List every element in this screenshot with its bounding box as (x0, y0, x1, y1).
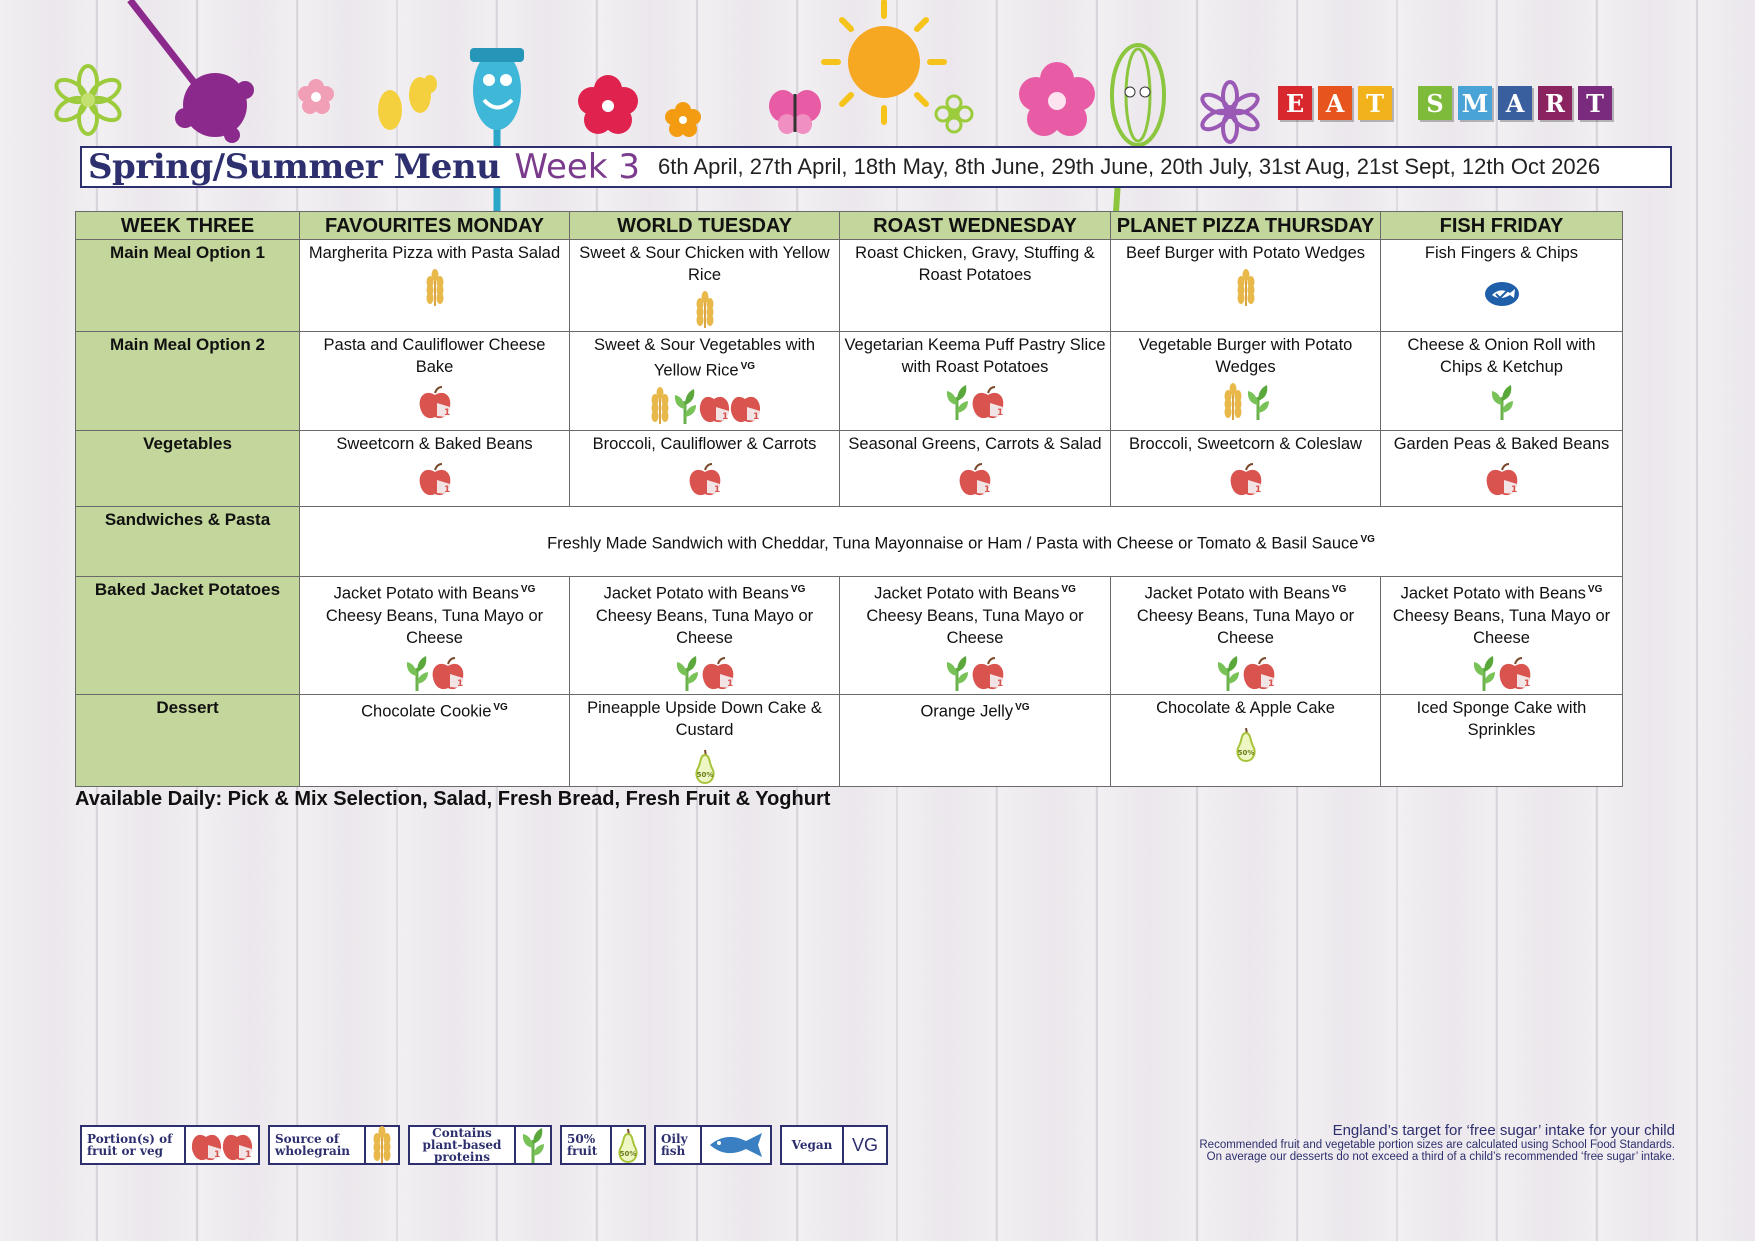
menu-cell (1111, 694, 1381, 786)
nutrition-icons (304, 267, 565, 307)
vegan-mark: VG (790, 584, 806, 595)
svg-text:1: 1 (721, 411, 728, 422)
dish-name: Freshly Made Sandwich with Cheddar, Tuna Mayonnaise or Ham / Pasta with Cheese or Tomato & Basil Sauce (547, 534, 1359, 553)
dish-name: Vegetarian Keema Puff Pastry Slice with Roast Potatoes (844, 336, 1106, 376)
title-bar (80, 146, 1672, 188)
svg-text:1: 1 (997, 408, 1004, 418)
menu-cell (1111, 240, 1381, 332)
legend-fruit50 (560, 1125, 646, 1165)
column-header: WORLD TUESDAY (570, 212, 840, 240)
svg-text:1: 1 (726, 678, 733, 689)
dish-name: Chocolate & Apple Cake (1156, 698, 1335, 717)
nutrition-icons (844, 458, 1106, 498)
wholegrain-icon (693, 291, 717, 329)
protein-icon (1245, 383, 1271, 421)
wholegrain-icon (648, 387, 672, 425)
legend-label: Contains plant-based proteins (422, 1126, 502, 1164)
menu-cell (570, 431, 840, 507)
nutrition-icons (844, 652, 1106, 692)
nutrition-icons (1385, 458, 1618, 498)
menu-cell (840, 431, 1111, 507)
menu-cell (570, 694, 840, 786)
legend-label: Portion(s) of fruit or veg (87, 1132, 173, 1158)
svg-text:50%: 50% (1237, 748, 1254, 757)
dish-options: Cheesy Beans, Tuna Mayo or Cheese (866, 606, 1084, 647)
fruit50-icon (1234, 726, 1258, 762)
row-label: Main Meal Option 1 (76, 240, 300, 332)
row-label: Vegetables (76, 431, 300, 507)
dish-name: Vegetable Burger with Potato Wedges (1138, 336, 1353, 376)
menu-dates: 6th April, 27th April, 18th May, 8th June, 29th June, 20th July, 31st Aug, 21st Sept, 12th Oct 2026 (657, 154, 1601, 179)
protein-icon (944, 383, 970, 421)
vegan-mark: VG (842, 1127, 886, 1163)
dish-name: Sweetcorn & Baked Beans (336, 435, 533, 453)
nutrition-icons (304, 381, 565, 421)
protein-icon (404, 654, 430, 692)
nutrition-icons (1115, 722, 1376, 762)
dish-name: Jacket Potato with Beans (603, 584, 789, 603)
svg-text:1: 1 (456, 678, 463, 689)
dish-name: Jacket Potato with Beans (1400, 584, 1586, 603)
menu-cell (840, 694, 1111, 786)
fruitveg1-icon (1241, 656, 1277, 692)
svg-text:1: 1 (997, 678, 1004, 689)
vegan-mark: VG (493, 701, 508, 713)
row-label: Baked Jacket Potatoes (76, 577, 300, 695)
menu-cell (1381, 431, 1623, 507)
wholegrain-icon (423, 269, 447, 307)
dish-name: Jacket Potato with Beans (333, 584, 519, 603)
svg-text:1: 1 (214, 1150, 221, 1160)
fruitveg1-icon (417, 462, 453, 498)
menu-row (76, 431, 1623, 507)
menu-row (76, 332, 1623, 431)
nutrition-icons (574, 458, 835, 498)
vegan-mark: VG (1587, 584, 1603, 595)
vegan-mark: VG (1360, 533, 1375, 545)
menu-cell (570, 240, 840, 332)
fruit50-icon (610, 1127, 644, 1163)
menu-cell (1111, 332, 1381, 431)
menu-cell (570, 332, 840, 431)
nutrition-icons (304, 458, 565, 498)
protein-icon (944, 654, 970, 692)
legend-label: Source of wholegrain (275, 1132, 351, 1158)
nutrition-icons (304, 652, 565, 692)
menu-cell (1381, 577, 1623, 695)
nutrition-icons (574, 385, 835, 425)
svg-text:50%: 50% (619, 1150, 637, 1158)
legend-wholegrain (268, 1125, 400, 1165)
menu-row (76, 694, 1623, 786)
menu-cell (840, 332, 1111, 431)
nutrition-icons (1115, 381, 1376, 421)
svg-text:1: 1 (245, 1150, 252, 1160)
column-header: FAVOURITES MONDAY (300, 212, 570, 240)
nutrition-icons (1385, 381, 1618, 421)
protein-icon (514, 1127, 550, 1163)
nutrition-icons (1385, 652, 1618, 692)
menu-cell (1381, 240, 1623, 332)
nutrition-icons (1385, 267, 1618, 307)
dish-name: Seasonal Greens, Carrots & Salad (848, 435, 1102, 453)
column-header: PLANET PIZZA THURSDAY (1111, 212, 1381, 240)
menu-row (76, 577, 1623, 695)
protein-icon (1215, 654, 1241, 692)
dish-name: Chocolate Cookie (361, 702, 492, 720)
protein-icon (1489, 383, 1515, 421)
legend-fruitveg (80, 1125, 260, 1165)
menu-cell (570, 577, 840, 695)
nutrition-icons (1115, 652, 1376, 692)
menu-cell (1111, 431, 1381, 507)
column-header: ROAST WEDNESDAY (840, 212, 1111, 240)
nutrition-icons (844, 381, 1106, 421)
dish-name: Jacket Potato with Beans (874, 584, 1060, 603)
menu-table (75, 211, 1623, 787)
menu-cell (300, 240, 570, 332)
svg-text:1: 1 (1267, 678, 1274, 689)
dish-options: Cheesy Beans, Tuna Mayo or Cheese (1392, 606, 1611, 647)
column-header: FISH FRIDAY (1381, 212, 1623, 240)
wholegrain-icon (1234, 269, 1258, 307)
vegan-mark: VG (1331, 584, 1347, 595)
nutrition-icons (574, 744, 835, 784)
dish-name: Broccoli, Cauliflower & Carrots (592, 435, 817, 453)
fish-icon (700, 1127, 770, 1163)
dish-name: Garden Peas & Baked Beans (1393, 435, 1610, 453)
vegan-mark: VG (520, 584, 536, 595)
nutrition-icons (1115, 458, 1376, 498)
eat-smart-logo (1278, 86, 1612, 120)
column-header: WEEK THREE (76, 212, 300, 240)
svg-text:1: 1 (443, 408, 450, 418)
fruitveg2-icon (698, 389, 762, 425)
logo-letter: E (1278, 86, 1312, 120)
protein-icon (674, 654, 700, 692)
header-row (76, 212, 1623, 240)
dish-name: Sweet & Sour Vegetables with Yellow Rice (593, 336, 816, 380)
menu-row (76, 507, 1623, 577)
svg-text:1: 1 (1254, 485, 1261, 495)
logo-letter: T (1578, 86, 1612, 120)
dish-name: Fish Fingers & Chips (1424, 244, 1579, 262)
logo-letter: S (1418, 86, 1452, 120)
logo-letter: M (1458, 86, 1492, 120)
dish-options: Cheesy Beans, Tuna Mayo or Cheese (595, 606, 814, 647)
dish-name: Broccoli, Sweetcorn & Coleslaw (1129, 435, 1362, 453)
menu-cell (300, 577, 570, 695)
nutrition-icons (574, 652, 835, 692)
page-title: Spring/Summer Menu (88, 147, 501, 187)
menu-cell (300, 694, 570, 786)
protein-icon (1471, 654, 1497, 692)
footer-title: England’s target for ‘free sugar’ intake for your child (1332, 1122, 1675, 1139)
dish-name: Orange Jelly (920, 702, 1014, 720)
dish-options: Cheesy Beans, Tuna Mayo or Cheese (1136, 606, 1355, 647)
svg-text:1: 1 (713, 485, 720, 495)
nutrition-icons (1115, 267, 1376, 307)
row-label: Dessert (76, 694, 300, 786)
fruitveg1-icon (970, 385, 1006, 421)
dish-options: Cheesy Beans, Tuna Mayo or Cheese (325, 606, 544, 647)
svg-text:1: 1 (984, 485, 991, 495)
legend-label: Vegan (791, 1138, 833, 1152)
svg-text:1: 1 (1510, 485, 1517, 495)
legend-vegan (780, 1125, 888, 1165)
footer-line: Recommended fruit and vegetable portion sizes are calculated using School Food Standards. (1199, 1139, 1675, 1151)
svg-text:1: 1 (443, 485, 450, 495)
fruitveg1-icon (1228, 462, 1264, 498)
logo-letter: R (1538, 86, 1572, 120)
fruitveg1-icon (970, 656, 1006, 692)
menu-cell (840, 240, 1111, 332)
dish-name: Pasta and Cauliflower Cheese Bake (323, 336, 546, 376)
menu-cell (1111, 577, 1381, 695)
fruitveg1-icon (1497, 656, 1533, 692)
week-label: Week 3 (514, 147, 640, 187)
footer-note (1199, 1122, 1675, 1163)
dish-name: Roast Chicken, Gravy, Stuffing & Roast Potatoes (855, 244, 1095, 284)
logo-letter: A (1318, 86, 1352, 120)
dish-name: Jacket Potato with Beans (1144, 584, 1330, 603)
menu-cell (300, 332, 570, 431)
sandwiches-cell (300, 507, 1623, 577)
logo-letter: T (1358, 86, 1392, 120)
row-label: Main Meal Option 2 (76, 332, 300, 431)
dish-name: Pineapple Upside Down Cake & Custard (587, 698, 822, 739)
fruitveg1-icon (700, 656, 736, 692)
dish-name: Iced Sponge Cake with Sprinkles (1416, 698, 1587, 739)
vegan-mark: VG (1061, 584, 1076, 595)
legend-label: Oily fish (661, 1132, 688, 1158)
dish-name: Margherita Pizza with Pasta Salad (308, 244, 561, 262)
legend-protein (408, 1125, 552, 1165)
available-daily: Available Daily: Pick & Mix Selection, Salad, Fresh Bread, Fresh Fruit & Yoghurt (75, 788, 831, 810)
legend (80, 1125, 888, 1165)
fruitveg-icon (184, 1127, 258, 1163)
fruitveg1-icon (417, 385, 453, 421)
fruitveg1-icon (957, 462, 993, 498)
logo-letter: A (1498, 86, 1532, 120)
msc-icon (1484, 281, 1520, 307)
row-label: Sandwiches & Pasta (76, 507, 300, 577)
fruitveg1-icon (687, 462, 723, 498)
menu-cell (1381, 332, 1623, 431)
legend-oily (654, 1125, 772, 1165)
dish-name: Sweet & Sour Chicken with Yellow Rice (579, 244, 830, 284)
dish-name: Cheese & Onion Roll with Chips & Ketchup (1407, 336, 1596, 376)
dish-name: Beef Burger with Potato Wedges (1125, 244, 1366, 262)
vegan-mark: VG (1015, 701, 1030, 713)
vegan-mark: VG (740, 361, 756, 372)
menu-cell (1381, 694, 1623, 786)
fruitveg1-icon (1484, 462, 1520, 498)
protein-icon (672, 387, 698, 425)
fruit50-icon (693, 748, 717, 784)
wholegrain-icon (1221, 383, 1245, 421)
nutrition-icons (574, 289, 835, 329)
svg-text:50%: 50% (696, 770, 713, 779)
menu-cell (840, 577, 1111, 695)
legend-label: 50% fruit (567, 1132, 598, 1158)
svg-text:1: 1 (1523, 678, 1530, 689)
footer-line: On average our desserts do not exceed a third of a child’s recommended ‘free sugar’ intake. (1206, 1151, 1675, 1163)
svg-text:1: 1 (752, 411, 759, 422)
menu-cell (300, 431, 570, 507)
menu-row (76, 240, 1623, 332)
fruitveg1-icon (430, 656, 466, 692)
wholegrain-icon (364, 1127, 398, 1163)
